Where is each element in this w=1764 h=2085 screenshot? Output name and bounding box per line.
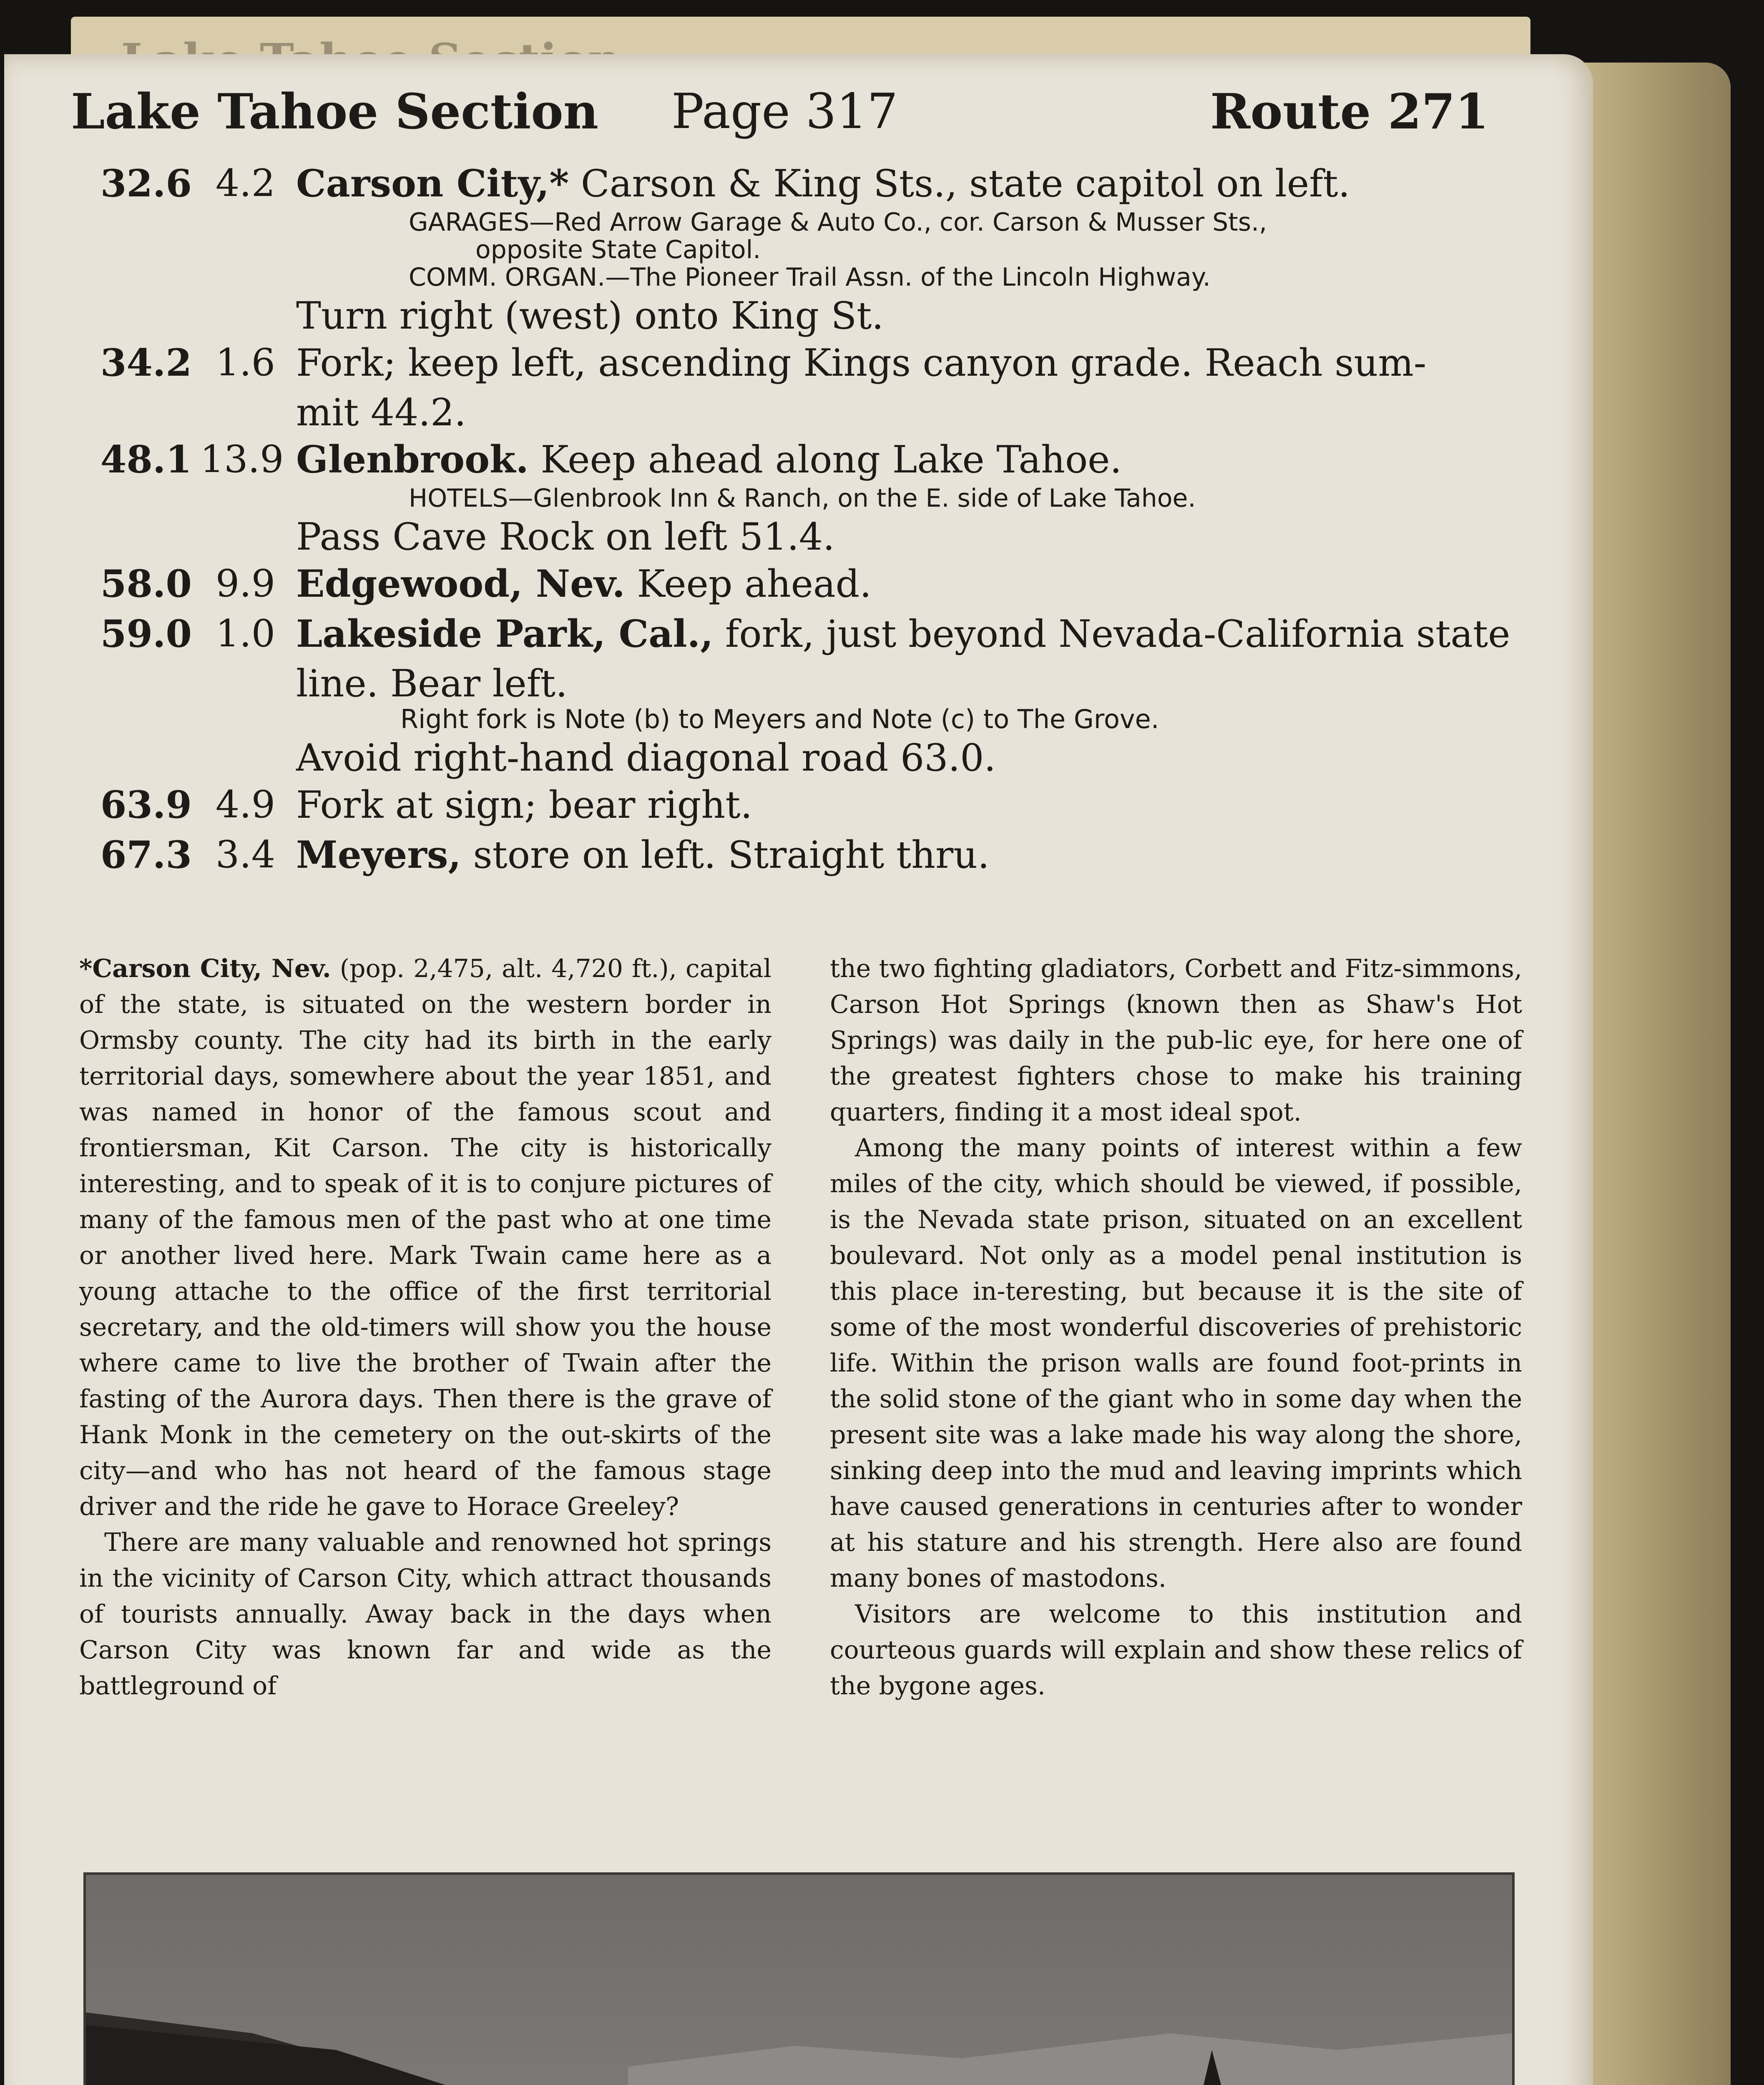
total-mileage: 67.3: [100, 833, 192, 877]
leg-mileage: 4.9: [215, 783, 275, 826]
garages-note-cont: opposite State Capitol.: [475, 235, 761, 264]
direction-text: store on left. Straight thru.: [461, 833, 990, 877]
article-paragraph: the two fighting gladiators, Corbett and Fitz-simmons, Carson Hot Springs (known then as Shaw's Hot Springs) was daily in the pub-lic eye, for here one of the greatest fighters chose to make his training quarters, finding it a most ideal spot.: [830, 954, 1522, 1127]
article-lead: *Carson City, Nev.: [79, 954, 331, 983]
article-right-column: [830, 951, 1522, 1704]
place-name: Glenbrook.: [296, 437, 529, 482]
direction-text: Fork at sign; bear right.: [296, 783, 753, 827]
direction-text: Carson & King Sts., state capitol on left.: [569, 162, 1350, 206]
leg-mileage: 9.9: [215, 562, 275, 605]
garages-note: GARAGES—Red Arrow Garage & Auto Co., cor. Carson & Musser Sts.,: [409, 208, 1267, 237]
leg-mileage: 1.6: [215, 341, 275, 384]
direction-text-cont: mit 44.2.: [296, 391, 466, 435]
direction-text: Keep ahead along Lake Tahoe.: [528, 438, 1122, 482]
place-name: Meyers,: [296, 833, 461, 877]
route-entry: [96, 609, 1514, 659]
total-mileage: 58.0: [100, 562, 192, 606]
leg-mileage: 1.0: [215, 612, 275, 656]
right-fork-note: Right fork is Note (b) to Meyers and Note (c) to The Grove.: [400, 704, 1159, 734]
route-entry: [96, 780, 1514, 830]
place-name: Carson City,*: [296, 161, 569, 206]
leg-mileage: 13.9: [200, 437, 284, 481]
route-entry: [96, 158, 1514, 208]
leg-mileage: 4.2: [215, 161, 275, 205]
route-number: Route 271: [1210, 83, 1489, 140]
total-mileage: 63.9: [100, 783, 192, 827]
total-mileage: 34.2: [100, 341, 192, 385]
page-number: Page 317: [671, 83, 898, 140]
cave-rock-text: Pass Cave Rock on left 51.4.: [296, 515, 835, 559]
article-paragraph: *Carson City, Nev. (pop. 2,475, alt. 4,720 ft.), capital of the state, is situated on the western border in Ormsby county. The city had its birth in the early territorial days, somewhere about the year 1851, and was named in honor of the famous scout and frontiersman, Kit Carson. The city is historically interesting, and to speak of it is to conjure pictures of many of the famous men of the past who at one time or another lived here. Mark Twain came here as a young attache to the office of the first territorial secretary, and the old-timers will show you the house where came to live the brother of Twain after the fasting of the Aurora days. Then there is the grave of Hank Monk in the cemetery on the out-skirts of the city—and who has not heard of the famous stage driver and the ride he gave to Horace Greeley?: [79, 954, 771, 1521]
article-paragraph: Among the many points of interest within a few miles of the city, which should be viewed, if possible, is the Nevada state prison, situated on an excellent boulevard. Not only as a model penal institution is this place in-teresting, but because it is the site of some of the most wonderful discoveries of prehistoric life. Within the prison walls are found foot-prints in the solid stone of the giant who in some day when the present site was a lake made his way along the shore, sinking deep into the mud and leaving imprints which have caused generations in centuries after to wonder at his stature and his strength. Here also are found many bones of mastodons.: [830, 1133, 1522, 1593]
carson-city-article: [79, 951, 1522, 1818]
hotels-note: HOTELS—Glenbrook Inn & Ranch, on the E. side of Lake Tahoe.: [409, 484, 1196, 513]
page-header: [71, 83, 1489, 150]
section-title: Lake Tahoe Section: [71, 83, 599, 140]
total-mileage: 59.0: [100, 612, 192, 656]
route-entry: [96, 830, 1514, 880]
emerald-bay-photo: [83, 1872, 1515, 2085]
total-mileage: 32.6: [100, 161, 192, 206]
direction-text-cont: line. Bear left.: [296, 662, 568, 706]
place-name: Lakeside Park, Cal.,: [296, 612, 714, 656]
route-entry: [96, 559, 1514, 609]
article-left-column: [79, 951, 771, 1704]
direction-text: Fork; keep left, ascending Kings canyon grade. Reach sum-: [296, 341, 1427, 385]
direction-text: fork, just beyond Nevada-California state: [713, 612, 1510, 656]
article-paragraph: Visitors are welcome to this institution and courteous guards will explain and show these relics of the bygone ages.: [830, 1600, 1522, 1701]
place-name: Edgewood, Nev.: [296, 562, 625, 606]
route-log: [96, 158, 1514, 880]
comm-organ-note: COMM. ORGAN.—The Pioneer Trail Assn. of the Lincoln Highway.: [409, 263, 1211, 292]
route-entry: [96, 435, 1514, 485]
leg-mileage: 3.4: [215, 833, 275, 877]
avoid-text: Avoid right-hand diagonal road 63.0.: [296, 736, 996, 780]
article-paragraph: There are many valuable and renowned hot springs in the vicinity of Carson City, which attract thousands of tourists annually. Away back in the days when Carson City was known far and wide as the battleground of: [79, 1528, 771, 1701]
route-entry: [96, 338, 1514, 388]
direction-text: Keep ahead.: [625, 562, 872, 606]
book-page: [4, 54, 1593, 2085]
total-mileage: 48.1: [100, 437, 192, 482]
turn-text: Turn right (west) onto King St.: [296, 294, 884, 338]
